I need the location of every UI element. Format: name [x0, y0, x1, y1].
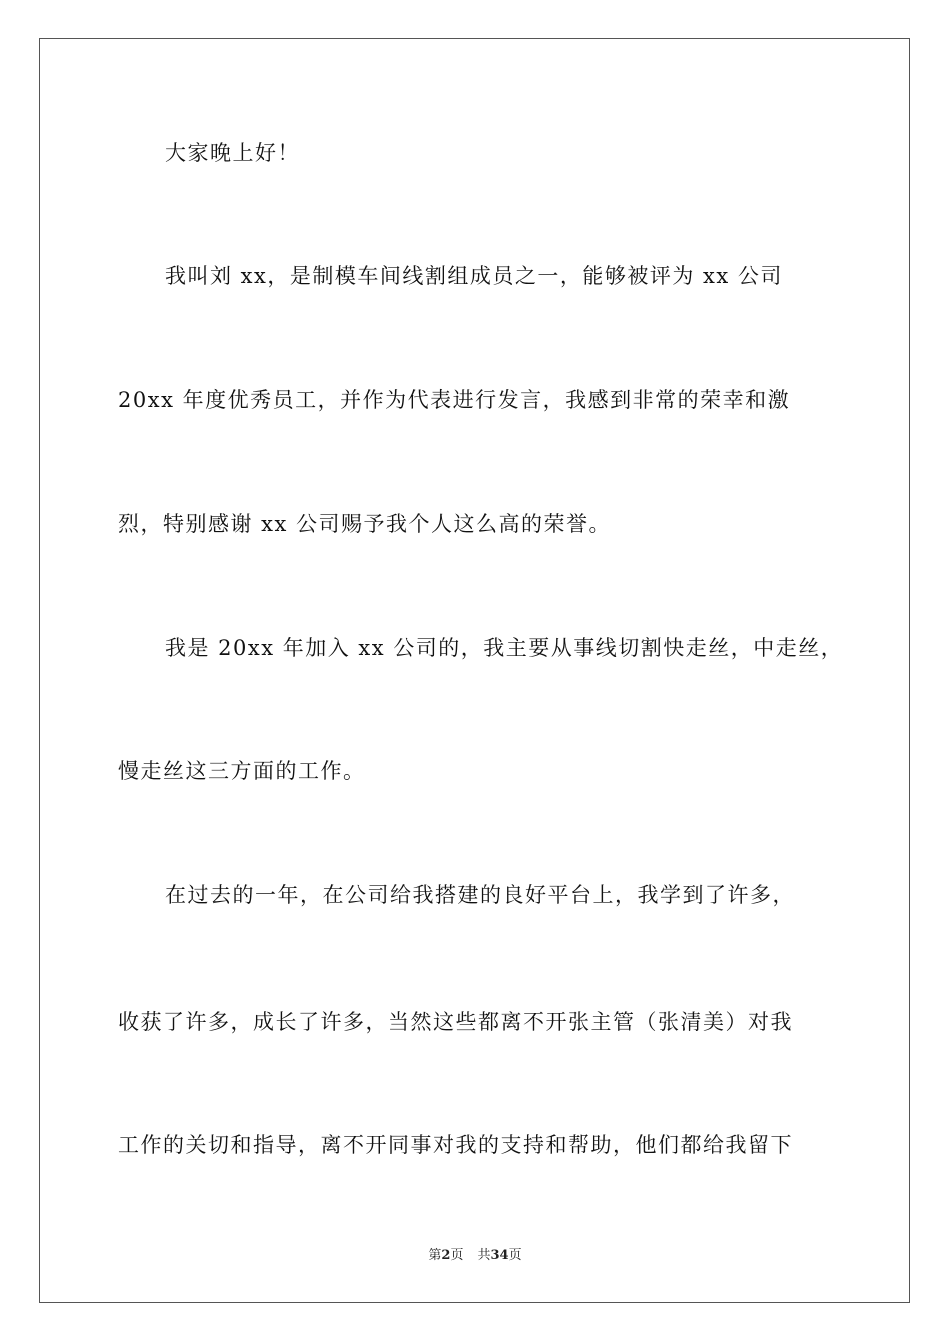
paragraph-1-line-1: 我叫刘 xx，是制模车间线割组成员之一，能够被评为 xx 公司: [165, 264, 783, 288]
paragraph-2-line-2: 慢走丝这三方面的工作。: [118, 759, 366, 783]
footer-total-suffix: 页: [508, 1248, 522, 1263]
paragraph-1-line-2: 20xx 年度优秀员工，并作为代表进行发言，我感到非常的荣幸和激: [118, 388, 791, 412]
footer-total-pages: 34: [490, 1248, 509, 1263]
footer-total-prefix: 共: [477, 1248, 491, 1263]
page-frame: [39, 38, 910, 1303]
paragraph-2-line-1: 我是 20xx 年加入 xx 公司的，我主要从事线切割快走丝，中走丝，: [165, 636, 844, 660]
page-footer: [0, 1247, 950, 1265]
footer-page-suffix: 页: [450, 1248, 464, 1263]
paragraph-3-line-1: 在过去的一年，在公司给我搭建的良好平台上，我学到了许多，: [165, 883, 795, 907]
greeting-line: 大家晚上好！: [165, 141, 300, 165]
footer-page-number: 2: [441, 1248, 451, 1263]
paragraph-3-line-2: 收获了许多，成长了许多，当然这些都离不开张主管（张清美）对我: [118, 1010, 793, 1034]
footer-page-prefix: 第: [428, 1248, 442, 1263]
paragraph-3-line-3: 工作的关切和指导，离不开同事对我的支持和帮助，他们都给我留下: [118, 1133, 793, 1157]
paragraph-1-line-3: 烈，特别感谢 xx 公司赐予我个人这么高的荣誉。: [118, 512, 612, 536]
